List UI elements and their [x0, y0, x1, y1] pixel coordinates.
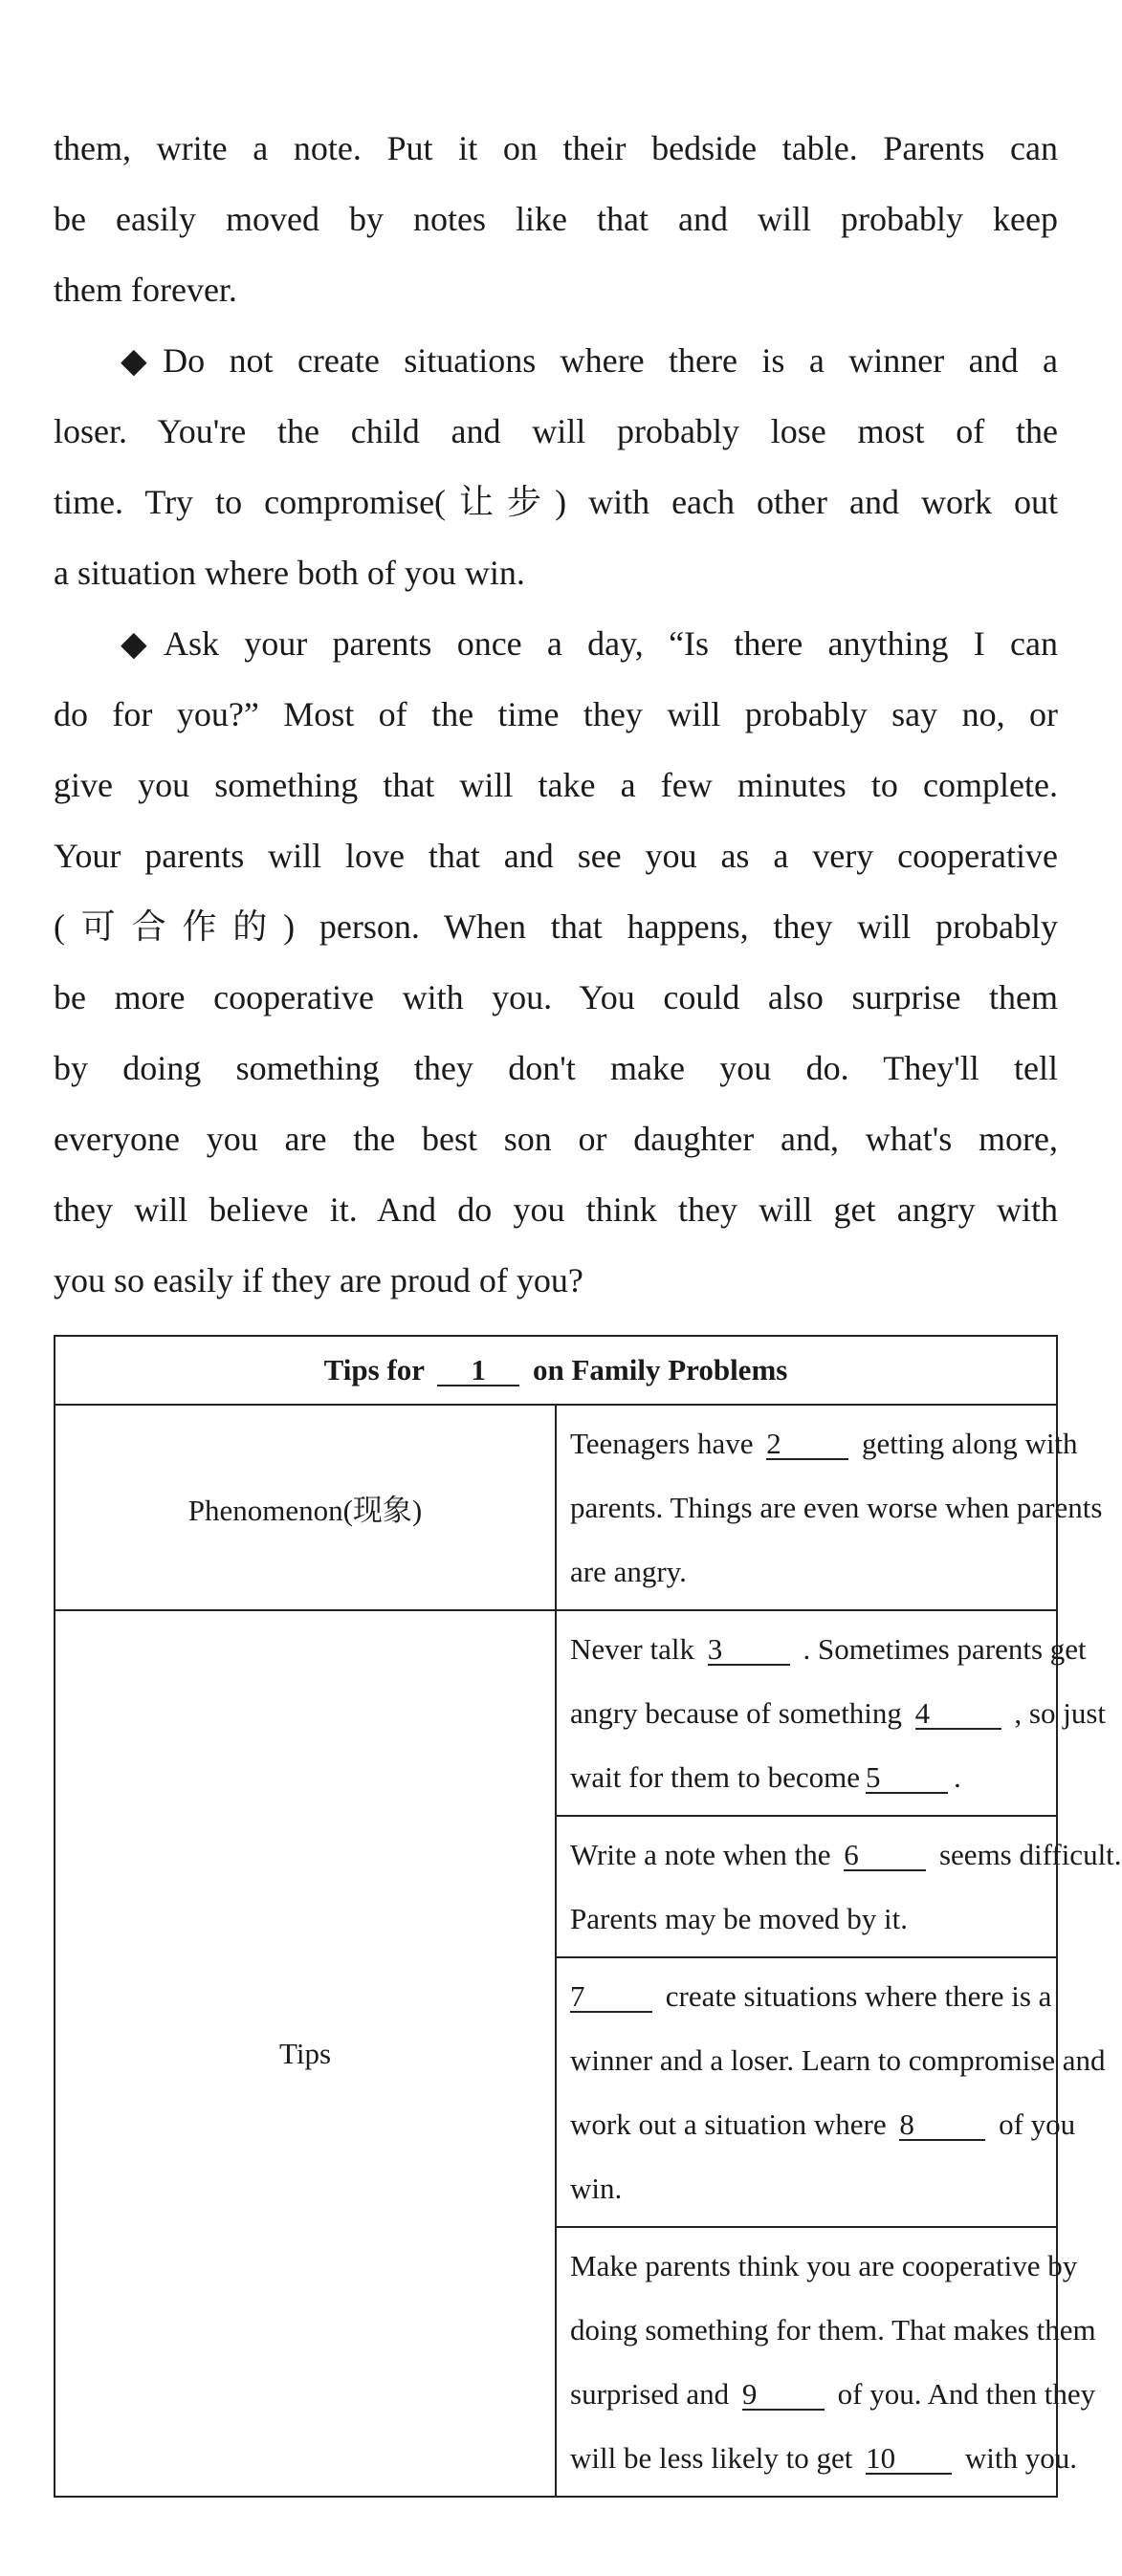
answer-blank-1[interactable]: 1 — [437, 1356, 519, 1386]
cell-line — [570, 1823, 1122, 1887]
cell-text: getting along with — [861, 1427, 1078, 1460]
answer-blank-2[interactable]: 2 — [766, 1430, 848, 1460]
cell-line — [570, 1617, 1087, 1681]
tips-label: Tips — [55, 1610, 556, 2497]
cell-line: Parents may be moved by it. — [570, 1902, 908, 1935]
cell-text: with you. — [964, 2441, 1077, 2475]
reading-passage — [54, 113, 1058, 1316]
phenomenon-label: Phenomenon(现象) — [55, 1405, 556, 1610]
answer-blank-3[interactable]: 3 — [708, 1635, 790, 1666]
cell-line — [570, 2092, 1076, 2156]
cell-line — [570, 1411, 1078, 1475]
passage-line: them forever. — [54, 271, 237, 309]
cell-text: wait for them to become — [570, 1760, 861, 1794]
cell-text: seems difficult. — [938, 1838, 1122, 1871]
cell-line: doing something for them. That makes them — [570, 2313, 1096, 2347]
answer-blank-7[interactable]: 7 — [570, 1982, 652, 2013]
passage-line: by doing something they don't make you do. They'll tell — [54, 1049, 1058, 1087]
answer-blank-4[interactable]: 4 — [915, 1699, 1001, 1730]
cell-line: parents. Things are even worse when parents — [570, 1491, 1103, 1524]
tip-cell-3 — [556, 1957, 1106, 2227]
cell-line: win. — [570, 2172, 623, 2205]
passage-line: they will believe it. And do you think they will get angry with — [54, 1190, 1058, 1229]
title-text: Tips for — [323, 1353, 425, 1386]
passage-line: give you something that will take a few minutes to complete. — [54, 766, 1058, 804]
phenomenon-cell — [556, 1405, 1103, 1610]
cell-text: will be less likely to get — [570, 2441, 853, 2475]
cell-line: Make parents think you are cooperative by — [570, 2249, 1078, 2282]
cell-line: are angry. — [570, 1555, 687, 1588]
answer-blank-9[interactable]: 9 — [742, 2380, 825, 2411]
tip-cell-2 — [556, 1816, 1122, 1957]
passage-line: ◆Do not create situations where there is a winner and a — [121, 341, 1058, 380]
cell-line — [570, 1681, 1107, 1745]
cell-text: create situations where there is a — [665, 1979, 1052, 2013]
passage-line: ◆Ask your parents once a day, “Is there anything I can — [121, 624, 1058, 663]
tip-cell-1 — [556, 1610, 1107, 1816]
answer-blank-10[interactable]: 10 — [866, 2444, 952, 2475]
passage-line: Your parents will love that and see you as a very cooperative — [54, 837, 1058, 875]
answer-blank-8[interactable]: 8 — [899, 2110, 985, 2141]
table-title — [55, 1336, 1057, 1405]
tips-table — [54, 1335, 1122, 2498]
cell-line — [570, 2362, 1096, 2426]
cell-text: surprised and — [570, 2377, 730, 2411]
cell-line — [570, 1745, 1043, 1809]
passage-line: everyone you are the best son or daughter and, what's more, — [54, 1120, 1058, 1158]
passage-line: loser. You're the child and will probably lose most of the — [54, 412, 1058, 450]
cell-text: Write a note when the — [570, 1838, 831, 1871]
passage-line: be easily moved by notes like that and will probably keep — [54, 200, 1058, 238]
cell-line — [570, 2426, 1077, 2490]
passage-line: do for you?” Most of the time they will probably say no, or — [54, 695, 1058, 733]
passage-line: (可合作的) person. When that happens, they will probably — [54, 907, 1058, 946]
cell-text: work out a situation where — [570, 2107, 887, 2141]
cell-text: angry because of something — [570, 1696, 902, 1730]
cell-text: Never talk — [570, 1632, 694, 1666]
cell-text: of you. And then they — [837, 2377, 1096, 2411]
passage-line: them, write a note. Put it on their bedside table. Parents can — [54, 129, 1058, 167]
title-text: on Family Problems — [532, 1353, 788, 1386]
passage-line: be more cooperative with you. You could also surprise them — [54, 978, 1058, 1016]
answer-blank-6[interactable]: 6 — [844, 1841, 926, 1871]
cell-text: . Sometimes parents get — [803, 1632, 1087, 1666]
passage-line: a situation where both of you win. — [54, 554, 525, 592]
cell-text: . — [954, 1760, 961, 1794]
passage-line: time. Try to compromise(让步) with each other and work out — [54, 483, 1058, 521]
cell-text: of you — [999, 2107, 1076, 2141]
passage-line: you so easily if they are proud of you? — [54, 1261, 583, 1299]
cell-text: Teenagers have — [570, 1427, 754, 1460]
cell-line — [570, 1964, 1052, 2028]
cell-text: , so just — [1014, 1696, 1107, 1730]
answer-blank-5[interactable]: 5 — [866, 1763, 948, 1794]
cell-line: winner and a loser. Learn to compromise and — [570, 2043, 1106, 2077]
tip-cell-4 — [556, 2227, 1096, 2497]
